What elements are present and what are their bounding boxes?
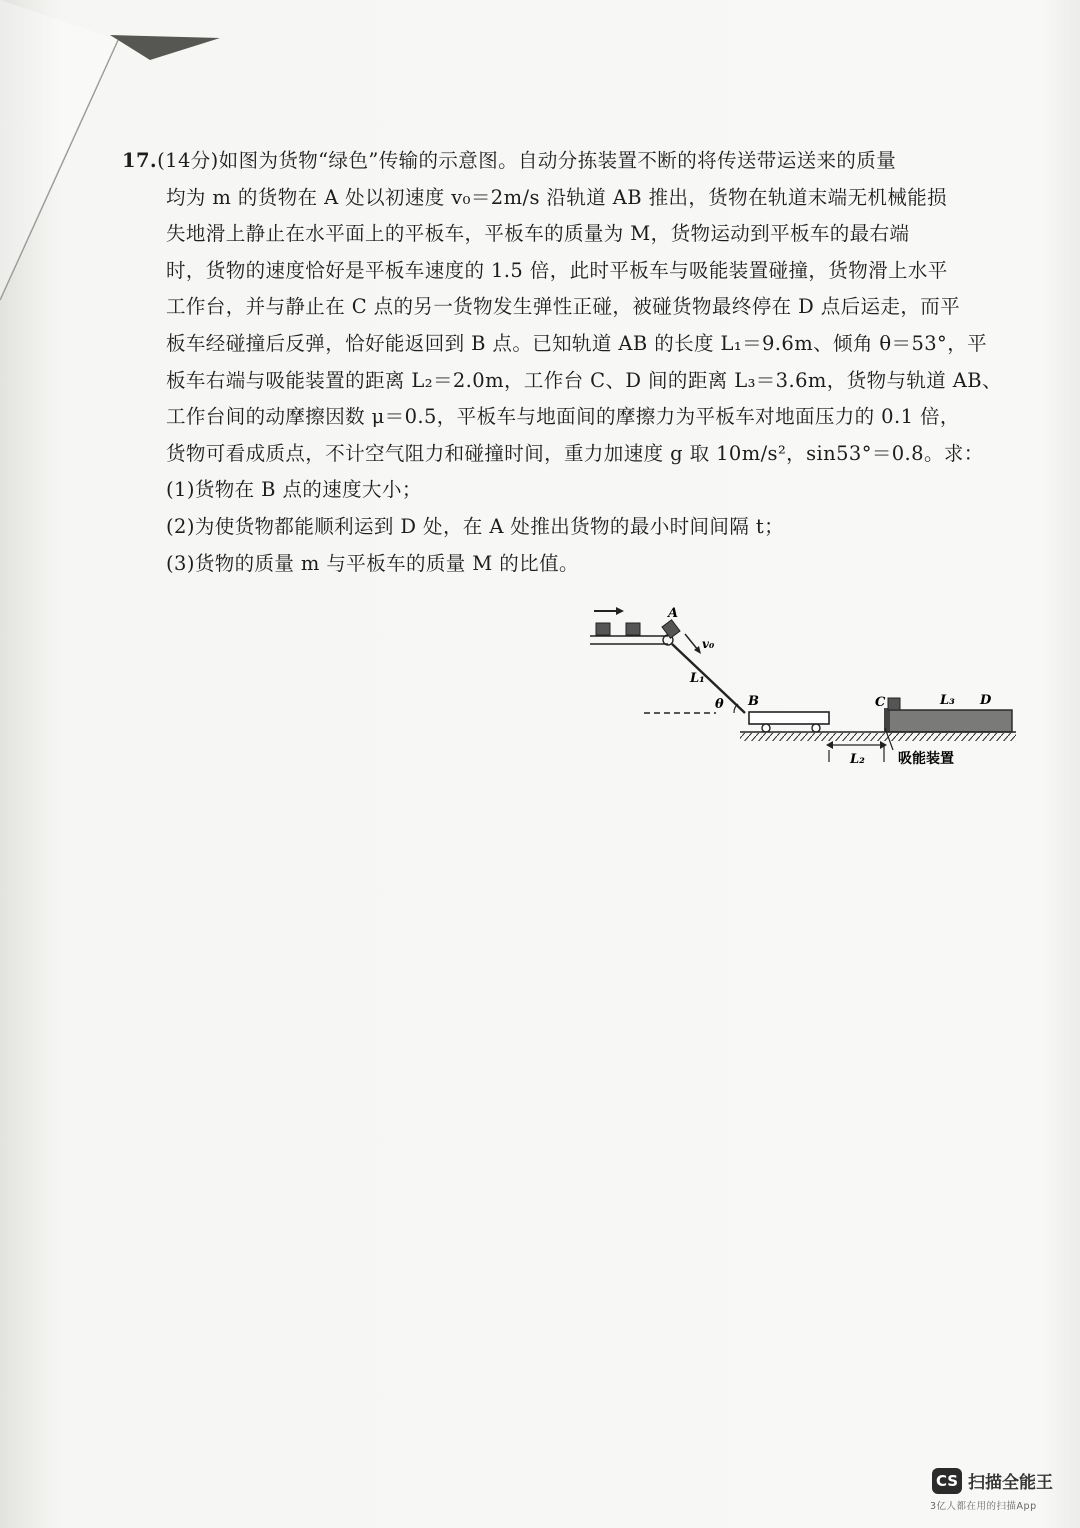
- statement-line-3: 失地滑上静止在水平面上的平板车，平板车的质量为 M，货物运动到平板车的最右端: [166, 222, 910, 246]
- incline-track-AB: [672, 644, 745, 713]
- label-L3: L₃: [940, 693, 955, 708]
- watermark-subtitle: 3亿人都在用的扫描App: [930, 1501, 1037, 1512]
- label-theta: θ: [715, 697, 724, 712]
- statement-line-6: 板车经碰撞后反弹，恰好能返回到 B 点。已知轨道 AB 的长度 L₁＝9.6m、倾角 θ＝53°，平: [166, 331, 988, 355]
- watermark-title: 扫描全能王: [968, 1473, 1053, 1493]
- label-A: A: [668, 606, 679, 621]
- cargo-at-C: [888, 698, 900, 710]
- label-L2: L₂: [850, 752, 865, 767]
- conveyor-diagram: [588, 600, 1028, 770]
- statement-line-9: 货物可看成质点，不计空气阻力和碰撞时间，重力加速度 g 取 10m/s²，sin53°＝0.8。求：: [166, 441, 984, 465]
- scanner-watermark: [930, 1466, 1070, 1516]
- belt-direction-arrow: [594, 607, 624, 615]
- statement-line-7: 板车右端与吸能装置的距离 L₂＝2.0m，工作台 C、D 间的距离 L₃＝3.6m，货物与轨道 AB、: [166, 368, 1002, 392]
- question-1: (1)货物在 B 点的速度大小；: [166, 478, 422, 502]
- ground-left: [740, 732, 884, 741]
- statement-line-8: 工作台间的动摩擦因数 μ＝0.5，平板车与地面间的摩擦力为平板车对地面压力的 0.1 倍，: [166, 405, 960, 429]
- angle-arc: [734, 704, 738, 713]
- question-2: (2)为使货物都能顺利运到 D 处，在 A 处推出货物的最小时间间隔 t；: [166, 514, 784, 538]
- question-3: (3)货物的质量 m 与平板车的质量 M 的比值。: [166, 551, 579, 575]
- statement-line-1: 17.(14分)如图为货物“绿色”传输的示意图。自动分拣装置不断的将传送带运送来的质量: [122, 149, 897, 172]
- label-absorber: 吸能装置: [898, 751, 954, 767]
- problem-number: 17.: [122, 149, 158, 172]
- label-L1: L₁: [690, 671, 705, 686]
- v0-arrow: [685, 634, 701, 654]
- statement-line-2: 均为 m 的货物在 A 处以初速度 v₀＝2m/s 沿轨道 AB 推出，货物在轨道末端无机械能损: [166, 185, 948, 209]
- problem-statement: [122, 143, 1022, 582]
- conveyor-belt: [590, 623, 673, 645]
- label-C: C: [875, 695, 886, 710]
- problem-17: [122, 143, 1022, 582]
- label-B: B: [748, 694, 759, 709]
- statement-line-4: 时，货物的速度恰好是平板车速度的 1.5 倍，此时平板车与吸能装置碰撞，货物滑上水平: [166, 258, 948, 282]
- label-v0: v₀: [702, 637, 715, 651]
- worktable: [884, 708, 1016, 741]
- statement-line-5: 工作台，并与静止在 C 点的另一货物发生弹性正碰，被碰货物最终停在 D 点后运走，而平: [166, 295, 961, 319]
- label-D: D: [980, 693, 992, 708]
- camscanner-logo: CS: [932, 1468, 962, 1494]
- flat-cart: [749, 712, 829, 732]
